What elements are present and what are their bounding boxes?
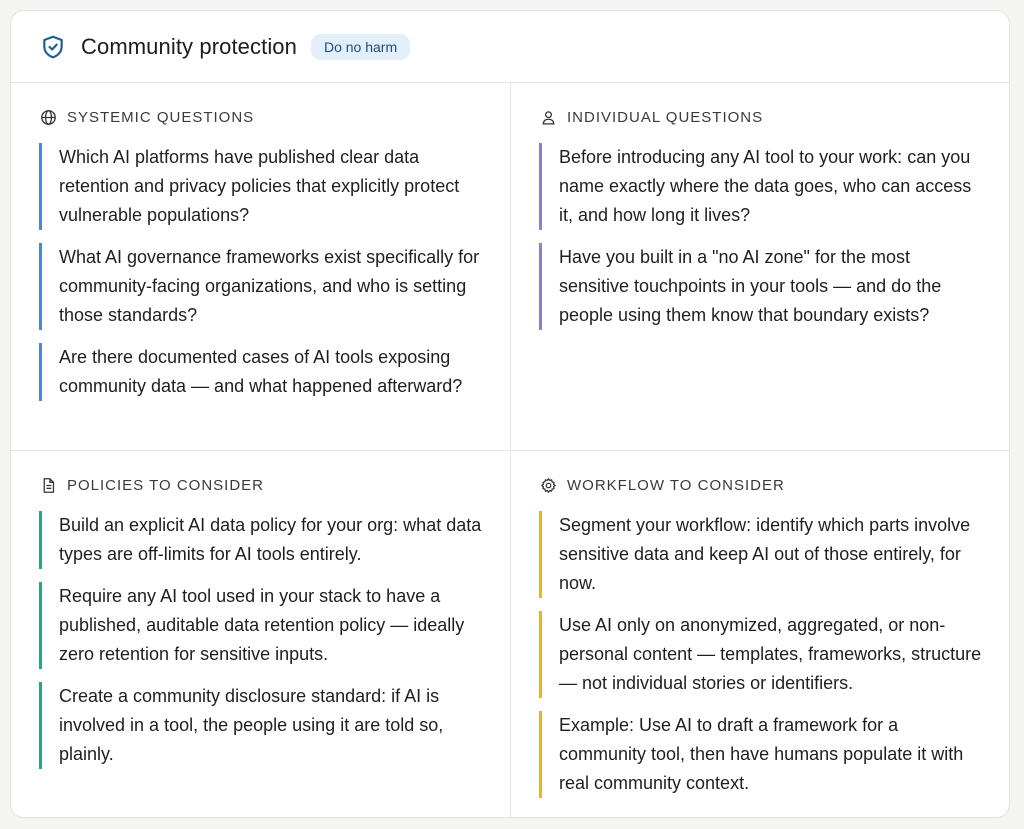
- list-item: What AI governance frameworks exist specifically for community-facing organizations, and who is setting those standards?: [39, 243, 482, 330]
- section-systemic-questions: [11, 83, 511, 451]
- section-policies: [11, 451, 511, 817]
- section-label: POLICIES TO CONSIDER: [67, 476, 264, 494]
- person-icon: [539, 108, 557, 126]
- sections-grid: [11, 83, 1009, 817]
- section-header: [539, 473, 983, 497]
- section-label: SYSTEMIC QUESTIONS: [67, 108, 255, 126]
- list-item: Example: Use AI to draft a framework for a community tool, then have humans populate it with real community context.: [539, 711, 983, 798]
- list-item: Use AI only on anonymized, aggregated, or non-personal content — templates, frameworks, structure — not individual stories or identifiers.: [539, 611, 983, 698]
- document-icon: [39, 476, 57, 494]
- card-header: [11, 11, 1009, 83]
- section-label: INDIVIDUAL QUESTIONS: [567, 108, 764, 126]
- section-label: WORKFLOW TO CONSIDER: [567, 476, 785, 494]
- globe-icon: [39, 108, 57, 126]
- list-item: Before introducing any AI tool to your work: can you name exactly where the data goes, who can access it, and how long it lives?: [539, 143, 983, 230]
- community-protection-card: [10, 10, 1010, 818]
- status-badge: Do no harm: [311, 34, 410, 60]
- gear-icon: [539, 476, 557, 494]
- page-title: Community protection: [81, 33, 297, 59]
- list-item: Have you built in a "no AI zone" for the most sensitive touchpoints in your tools — and do the people using them know that boundary exists?: [539, 243, 983, 330]
- section-workflow: [511, 451, 1010, 817]
- list-item: Segment your workflow: identify which parts involve sensitive data and keep AI out of those entirely, for now.: [539, 511, 983, 598]
- section-individual-questions: [511, 83, 1010, 451]
- list-item: Create a community disclosure standard: if AI is involved in a tool, the people using it are told so, plainly.: [39, 682, 482, 769]
- list-item: Require any AI tool used in your stack to have a published, auditable data retention policy — ideally zero retention for sensitive inputs.: [39, 582, 482, 669]
- list-item: Which AI platforms have published clear data retention and privacy policies that explicitly protect vulnerable populations?: [39, 143, 482, 230]
- list-item: Are there documented cases of AI tools exposing community data — and what happened afterward?: [39, 343, 482, 401]
- section-header: [39, 473, 482, 497]
- list-item: Build an explicit AI data policy for your org: what data types are off-limits for AI tools entirely.: [39, 511, 482, 569]
- shield-check-icon: [39, 33, 67, 61]
- section-header: [539, 105, 983, 129]
- section-header: [39, 105, 482, 129]
